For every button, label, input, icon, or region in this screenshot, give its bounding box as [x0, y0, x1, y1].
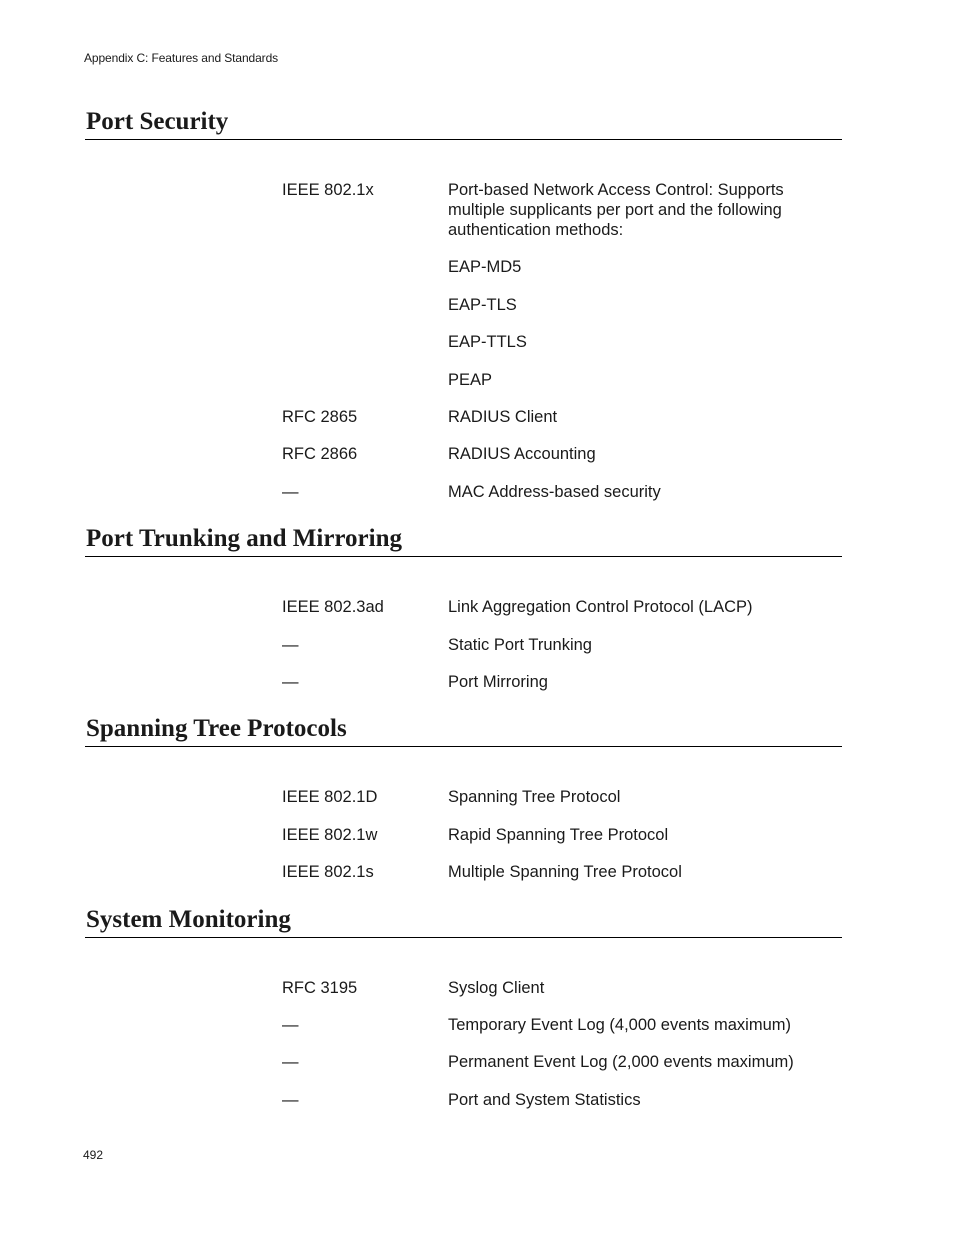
- section-spanning-tree-protocols: [85, 715, 842, 881]
- description-cell: Multiple Spanning Tree Protocol: [448, 863, 682, 881]
- description-cell: Temporary Event Log (4,000 events maximum): [448, 1016, 791, 1034]
- description-cell: RADIUS Client: [448, 408, 558, 426]
- section-title: Spanning Tree Protocols: [85, 715, 842, 747]
- section-port-security: [85, 108, 842, 501]
- standard-cell: —: [282, 1016, 299, 1034]
- running-header: Appendix C: Features and Standards: [84, 51, 279, 65]
- section-title: Port Trunking and Mirroring: [85, 525, 842, 557]
- standard-cell: IEEE 802.1w: [282, 826, 378, 844]
- description-cell: EAP-MD5: [448, 258, 522, 276]
- description-cell: EAP-TTLS: [448, 333, 527, 351]
- standard-cell: IEEE 802.1D: [282, 788, 378, 806]
- description-cell: Syslog Client: [448, 979, 545, 997]
- description-cell: PEAP: [448, 371, 493, 389]
- standard-cell: RFC 2866: [282, 445, 358, 463]
- description-cell: RADIUS Accounting: [448, 445, 596, 463]
- description-cell: Static Port Trunking: [448, 636, 592, 654]
- section-system-monitoring: [85, 906, 842, 1109]
- standard-cell: IEEE 802.1x: [282, 181, 374, 199]
- description-cell: Spanning Tree Protocol: [448, 788, 621, 806]
- standard-cell: RFC 2865: [282, 408, 358, 426]
- standard-cell: RFC 3195: [282, 979, 358, 997]
- standard-cell: —: [282, 483, 299, 501]
- standard-cell: —: [282, 1053, 299, 1071]
- section-title: Port Security: [85, 108, 842, 140]
- section-port-trunking-and-mirroring: [85, 525, 842, 691]
- description-cell: Permanent Event Log (2,000 events maximum): [448, 1053, 794, 1071]
- page-number: 492: [83, 1148, 104, 1162]
- standard-cell: —: [282, 1091, 299, 1109]
- description-cell: Port Mirroring: [448, 673, 548, 691]
- section-title: System Monitoring: [85, 906, 842, 938]
- standard-cell: —: [282, 673, 299, 691]
- description-cell: EAP-TLS: [448, 296, 517, 314]
- description-cell: MAC Address-based security: [448, 483, 661, 501]
- standard-cell: IEEE 802.3ad: [282, 598, 384, 616]
- description-cell: Port-based Network Access Control: Supports multiple supplicants per port and the following authentication methods:: [448, 181, 784, 239]
- description-cell: Link Aggregation Control Protocol (LACP): [448, 598, 753, 616]
- standard-cell: IEEE 802.1s: [282, 863, 374, 881]
- standard-cell: —: [282, 636, 299, 654]
- description-cell: Rapid Spanning Tree Protocol: [448, 826, 669, 844]
- description-cell: Port and System Statistics: [448, 1091, 641, 1109]
